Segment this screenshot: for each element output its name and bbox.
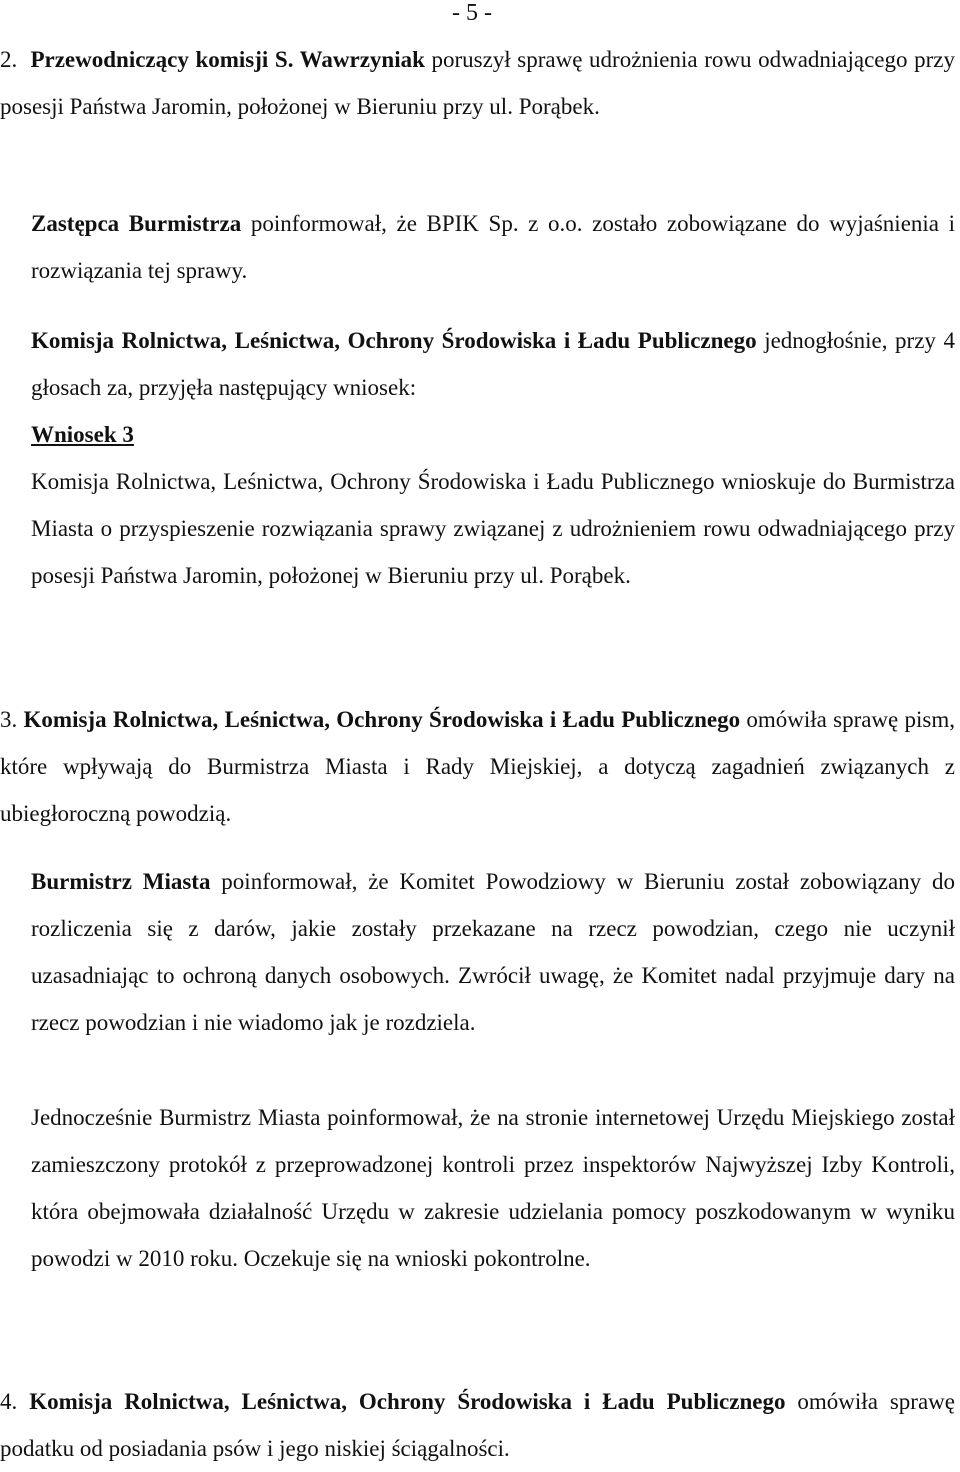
motion-text: Komisja Rolnictwa, Leśnictwa, Ochrony Środowiska i Ładu Publicznego wnioskuje do Burmistrza Miasta o przyspieszenie rozwiązania sprawy związanej z udrożnieniem rowu odwadniającego przy posesji Państwa Jaromin, położonej w Bieruniu przy ul. Porąbek. bbox=[31, 469, 955, 588]
item-4-paragraph bbox=[0, 1378, 955, 1472]
mayor-info-text: poinformował, że Komitet Powodziowy w Bieruniu został zobowiązany do rozliczenia się z darów, jakie zostały przekazane na rzecz powodzian, czego nie uczynił uzasadniając to ochroną danych osobowych. Zwrócił uwagę, że Komitet nadal przyjmuje dary na rzecz powodzian i nie wiadomo jak je rozdziela. bbox=[31, 869, 955, 1035]
item-3-paragraph bbox=[0, 696, 955, 837]
item-2-paragraph bbox=[0, 36, 955, 130]
item-4-number: 4. bbox=[0, 1389, 18, 1414]
motion-title bbox=[31, 411, 955, 458]
item-2-number: 2. bbox=[0, 47, 18, 72]
page-number: - 5 - bbox=[452, 0, 492, 26]
vote-committee: Komisja Rolnictwa, Leśnictwa, Ochrony Środowiska i Ładu Publicznego bbox=[31, 328, 757, 353]
item-3-number: 3. bbox=[0, 707, 18, 732]
item-3-text: omówiła sprawę pism, które wpływają do Burmistrza Miasta i Rady Miejskiej, a dotyczą zagadnień związanych z ubiegłoroczną powodzią. bbox=[0, 707, 956, 826]
vote-text: jednogłośnie, przy 4 głosach za, przyjęła następujący wniosek: bbox=[31, 328, 956, 400]
item-2-speaker: Przewodniczący komisji S. Wawrzyniak bbox=[30, 47, 425, 72]
deputy-mayor-reply bbox=[31, 200, 955, 294]
motion-title-text: Wniosek 3 bbox=[31, 422, 134, 447]
vote-paragraph bbox=[31, 317, 955, 411]
mayor-info-2-paragraph: Jednocześnie Burmistrz Miasta poinformował, że na stronie internetowej Urzędu Miejskiego został zamieszczony protokół z przeprowadzonej kontroli przez inspektorów Najwyższej Izby Kontroli, która obejmowała działalność Urzędu w zakresie udzielania pomocy poszkodowanym w wyniku powodzi w 2010 roku. Oczekuje się na wnioski pokontrolne. bbox=[31, 1105, 955, 1271]
item-3-committee: Komisja Rolnictwa, Leśnictwa, Ochrony Środowiska i Ładu Publicznego bbox=[23, 707, 741, 732]
item-4-text: omówiła sprawę podatku od posiadania psów i jego niskiej ściągalności. bbox=[0, 1389, 955, 1461]
mayor-info-paragraph bbox=[31, 858, 955, 1046]
item-4-committee: Komisja Rolnictwa, Leśnictwa, Ochrony Środowiska i Ładu Publicznego bbox=[29, 1389, 786, 1414]
mayor-speaker: Burmistrz Miasta bbox=[31, 869, 211, 894]
deputy-mayor-text: poinformował, że BPIK Sp. z o.o. zostało zobowiązane do wyjaśnienia i rozwiązania tej sprawy. bbox=[31, 211, 956, 283]
item-2-text: poruszył sprawę udrożnienia rowu odwadniającego przy posesji Państwa Jaromin, położonej w Bieruniu przy ul. Porąbek. bbox=[0, 47, 955, 119]
deputy-mayor-speaker: Zastępca Burmistrza bbox=[31, 211, 242, 236]
